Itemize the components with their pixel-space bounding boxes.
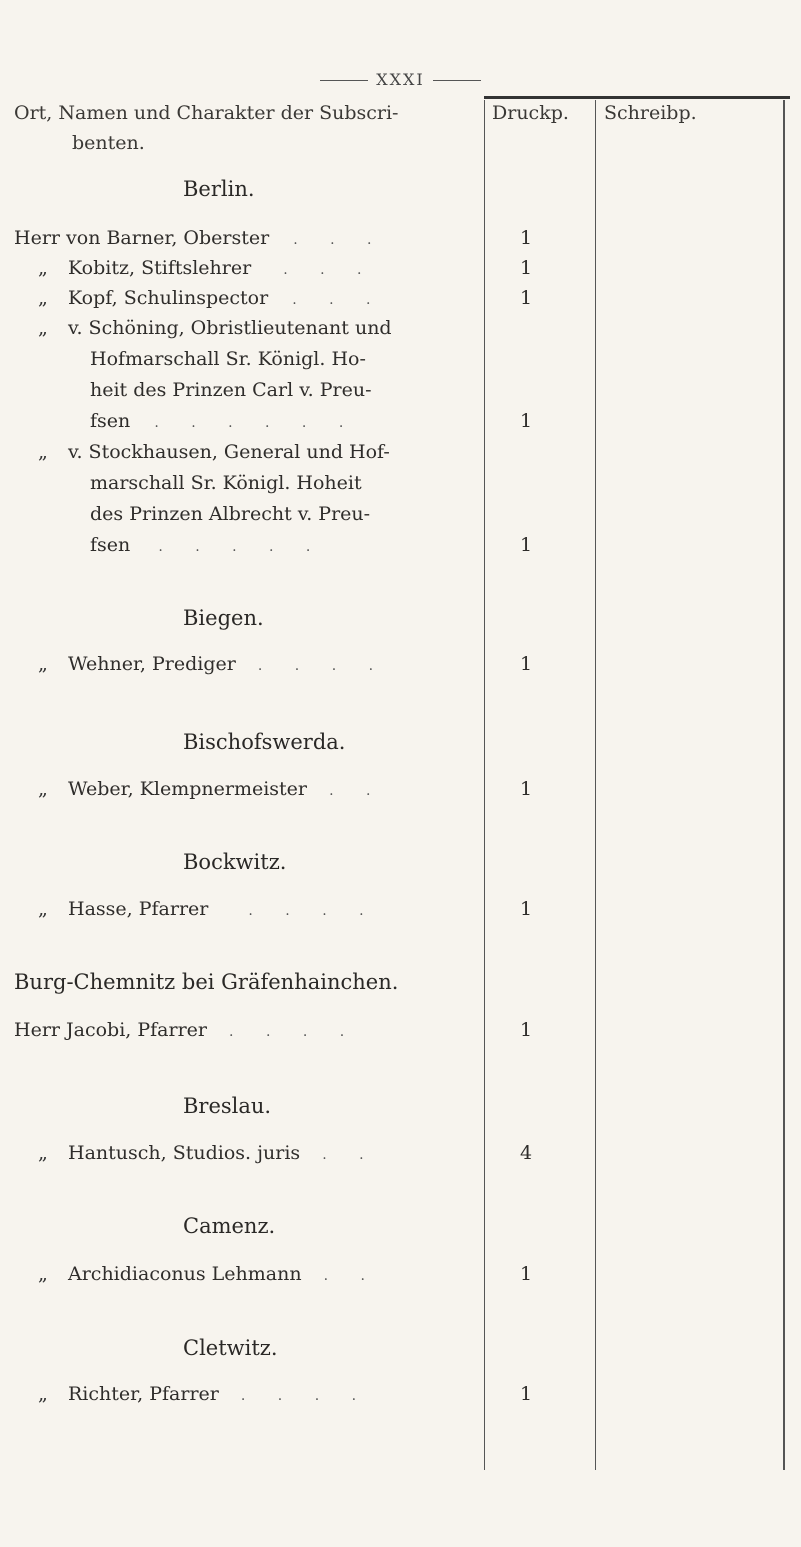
- ditto-mark: „: [38, 317, 48, 339]
- druck-count: 1: [519, 1263, 533, 1285]
- subscriber-entry: [90, 410, 357, 432]
- subscriber-name-cont: fsen: [90, 410, 131, 432]
- subscriber-name-cont: heit des Prinzen Carl v. Preu-: [90, 379, 372, 401]
- subscriber-entry: [68, 1263, 379, 1285]
- ditto-mark: „: [38, 1142, 48, 1164]
- subscriber-name-cont: marschall Sr. Königl. Hoheit: [90, 472, 362, 494]
- leader-dots: . . . .: [229, 1024, 359, 1040]
- subscriber-name: Herr Jacobi, Pfarrer: [14, 1019, 207, 1041]
- place-heading-breslau: Breslau.: [183, 1094, 272, 1118]
- names-column-header-cont: benten.: [72, 132, 145, 154]
- druck-count: 4: [519, 1142, 533, 1164]
- subscriber-entry: [14, 227, 386, 249]
- subscriber-name: Kobitz, Stiftslehrer: [68, 257, 252, 279]
- leader-dots: . . .: [283, 262, 376, 278]
- place-heading-berlin: Berlin.: [183, 177, 255, 201]
- subscriber-name-cont: Hofmarschall Sr. Königl. Ho-: [90, 348, 366, 370]
- place-heading-biegen: Biegen.: [183, 606, 264, 630]
- column-top-rule: [484, 96, 790, 99]
- druck-count: 1: [519, 227, 533, 249]
- leader-dots: . .: [323, 1268, 379, 1284]
- ditto-mark: „: [38, 898, 48, 920]
- subscriber-entry: [68, 653, 387, 675]
- place-heading-burg-chemnitz: Burg-Chemnitz bei Gräfenhainchen.: [14, 970, 399, 994]
- place-heading-bischofswerda: Bischofswerda.: [183, 730, 346, 754]
- druck-count: 1: [519, 898, 533, 920]
- subscriber-entry: [90, 534, 324, 556]
- druck-count: 1: [519, 1019, 533, 1041]
- header-dash-left: [320, 80, 368, 81]
- subscriber-entry: [68, 287, 385, 309]
- subscriber-entry: [68, 1383, 370, 1405]
- column-divider-druck: [484, 100, 485, 1470]
- page-header: [0, 70, 801, 89]
- ditto-mark: „: [38, 778, 48, 800]
- druck-count: 1: [519, 653, 533, 675]
- subscriber-name-cont: fsen: [90, 534, 131, 556]
- subscriber-name: Archidiaconus Lehmann: [68, 1263, 302, 1285]
- druck-column-header: Druckp.: [492, 102, 569, 124]
- names-column-header: Ort, Namen und Charakter der Subscri-: [14, 102, 399, 124]
- place-heading-cletwitz: Cletwitz.: [183, 1336, 278, 1360]
- place-heading-camenz: Camenz.: [183, 1214, 276, 1238]
- page-number: XXXI: [376, 70, 425, 89]
- subscriber-entry: [68, 778, 384, 800]
- leader-dots: . . . .: [257, 658, 388, 674]
- subscriber-entry: [68, 1142, 378, 1164]
- leader-dots: . .: [329, 783, 385, 799]
- subscriber-name: v. Schöning, Obristlieutenant und: [68, 317, 392, 339]
- subscriber-name: Hantusch, Studios. juris: [68, 1142, 301, 1164]
- ditto-mark: „: [38, 257, 48, 279]
- ditto-mark: „: [38, 653, 48, 675]
- schreib-column-header: Schreibp.: [604, 102, 697, 124]
- subscriber-name: Weber, Klempnermeister: [68, 778, 308, 800]
- subscriber-entry: [68, 257, 376, 279]
- druck-count: 1: [519, 287, 533, 309]
- subscriber-name: Kopf, Schulinspector: [68, 287, 269, 309]
- ditto-mark: „: [38, 1383, 48, 1405]
- leader-dots: . .: [322, 1147, 378, 1163]
- druck-count: 1: [519, 410, 533, 432]
- leader-dots: . . . .: [240, 1388, 371, 1404]
- subscriber-entry: [14, 1019, 358, 1041]
- leader-dots: . . . . . .: [154, 415, 358, 431]
- subscriber-name: Hasse, Pfarrer: [68, 898, 209, 920]
- column-divider-right: [783, 100, 785, 1470]
- place-heading-bockwitz: Bockwitz.: [183, 850, 287, 874]
- ditto-mark: „: [38, 441, 48, 463]
- subscriber-name-cont: des Prinzen Albrecht v. Preu-: [90, 503, 371, 525]
- subscriber-name: Herr von Barner, Oberster: [14, 227, 270, 249]
- leader-dots: . . . . .: [158, 539, 325, 555]
- druck-count: 1: [519, 534, 533, 556]
- leader-dots: . . .: [292, 292, 385, 308]
- subscriber-entry: [68, 898, 378, 920]
- leader-dots: . . .: [293, 232, 386, 248]
- ditto-mark: „: [38, 287, 48, 309]
- subscriber-name: v. Stockhausen, General und Hof-: [68, 441, 390, 463]
- column-divider-schreib: [595, 100, 596, 1470]
- header-dash-right: [433, 80, 481, 81]
- subscriber-name: Richter, Pfarrer: [68, 1383, 219, 1405]
- druck-count: 1: [519, 778, 533, 800]
- leader-dots: . . . .: [248, 903, 378, 919]
- druck-count: 1: [519, 257, 533, 279]
- druck-count: 1: [519, 1383, 533, 1405]
- subscriber-name: Wehner, Prediger: [68, 653, 236, 675]
- ditto-mark: „: [38, 1263, 48, 1285]
